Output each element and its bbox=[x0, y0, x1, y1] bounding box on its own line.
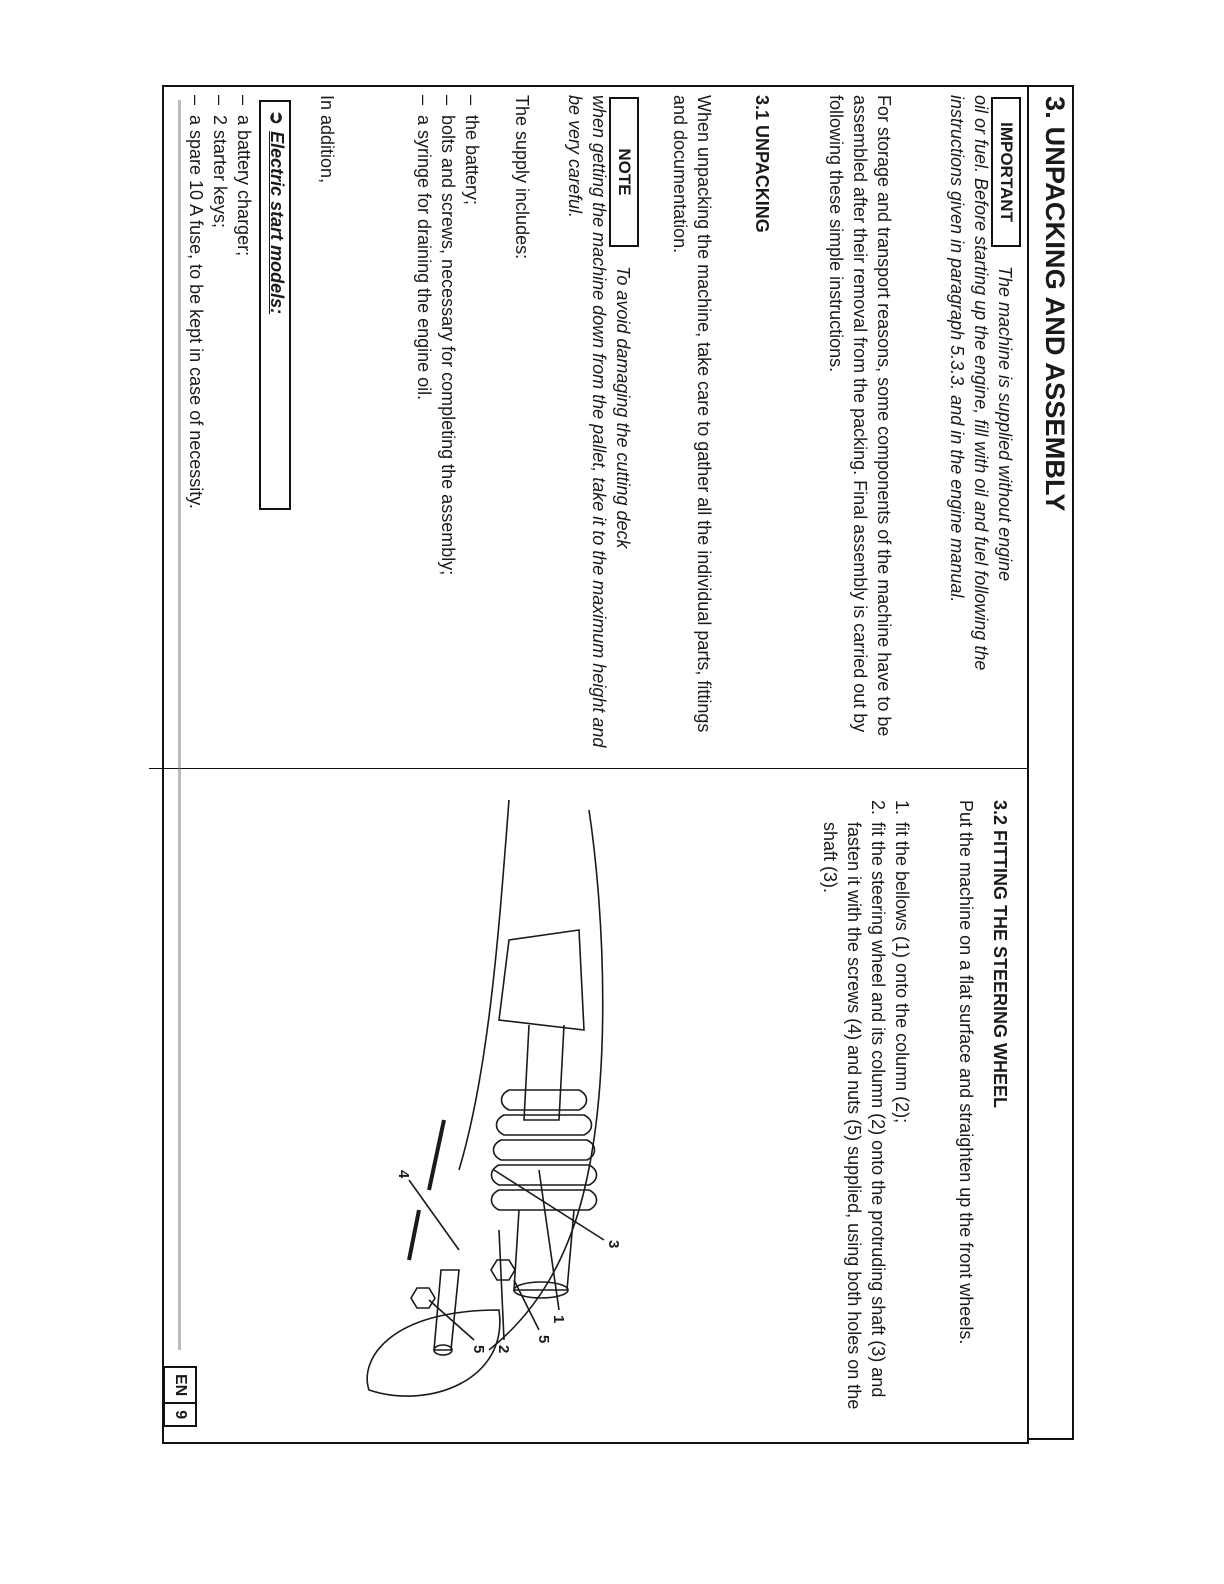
note-label: NOTE bbox=[609, 97, 639, 247]
steering-hub bbox=[499, 930, 584, 1030]
list-item: – 2 starter keys; bbox=[208, 95, 232, 755]
steering-wheel-rim-inner bbox=[459, 800, 509, 1170]
callout-5b: 5 bbox=[470, 1345, 487, 1354]
important-text-rest: oil or fuel. Before starting up the engine, fill with oil and fuel following the instructions given in paragraph 5.3.3. and in the engine manual. bbox=[947, 95, 991, 671]
list-item: – a spare 10 A fuse, to be kept in case of necessity. bbox=[184, 95, 208, 755]
steering-steps bbox=[818, 800, 914, 1420]
note-text-first: To avoid damaging the cutting deck bbox=[613, 266, 633, 549]
callout-3: 3 bbox=[605, 1240, 622, 1249]
column-upper bbox=[524, 1025, 564, 1120]
steering-assembly-figure bbox=[159, 790, 829, 1410]
column-divider bbox=[149, 768, 1029, 769]
page-number: 9 bbox=[165, 1402, 195, 1425]
steering-heading: 3.2 FITTING THE STEERING WHEEL bbox=[990, 800, 1010, 1109]
addition-text: In addition, bbox=[317, 95, 337, 184]
bellows bbox=[492, 1090, 597, 1210]
list-item: 2. fit the steering wheel and its column (2) onto the protruding shaft (3) and fasten it with the screws (4) and nuts (5) supplied, using both holes on the shaft (3). bbox=[820, 800, 888, 1410]
list-item: – bolts and screws, necessary for completing the assembly; bbox=[436, 95, 460, 755]
list-item: – the battery; bbox=[460, 95, 484, 755]
list-item: – a battery charger; bbox=[232, 95, 256, 755]
arrow-right-icon: ➲ bbox=[267, 110, 287, 126]
unpacking-text: When unpacking the machine, take care to gather all the individual parts, fittings and documentation. bbox=[670, 95, 714, 733]
nut bbox=[411, 1288, 435, 1308]
page-language: EN bbox=[172, 1374, 189, 1397]
screw bbox=[429, 1120, 444, 1190]
supply-list bbox=[412, 95, 484, 755]
important-text-first: The machine is supplied without engine bbox=[995, 266, 1015, 582]
callout-4: 4 bbox=[395, 1170, 412, 1179]
electric-label: ➲Electric start models: bbox=[267, 110, 287, 315]
steering-intro: Put the machine on a flat surface and straighten up the front wheels. bbox=[956, 800, 976, 1345]
unpacking-heading: 3.1 UNPACKING bbox=[752, 95, 772, 233]
supply-intro: The supply includes: bbox=[512, 95, 532, 260]
electric-list bbox=[184, 95, 256, 755]
note-text-rest: when getting the machine down from the pallet, take it to the maximum height and be very careful. bbox=[565, 95, 609, 748]
protruding-shaft bbox=[434, 1270, 459, 1350]
list-item: – a syringe for draining the engine oil. bbox=[412, 95, 436, 755]
leader-line bbox=[494, 1170, 604, 1240]
page-number-box bbox=[163, 1366, 197, 1427]
callout-1: 1 bbox=[550, 1315, 567, 1324]
important-label: IMPORTANT bbox=[991, 97, 1021, 247]
scan-artifact-line bbox=[178, 100, 181, 1350]
leader-line bbox=[539, 1170, 559, 1310]
callout-2: 2 bbox=[495, 1345, 512, 1354]
list-item: 1. fit the bellows (1) onto the column (2); bbox=[892, 800, 912, 1124]
screw bbox=[409, 1210, 419, 1260]
callout-5: 5 bbox=[535, 1335, 552, 1344]
section-title: 3. UNPACKING AND ASSEMBLY bbox=[1040, 96, 1070, 512]
nut bbox=[491, 1260, 515, 1280]
intro-paragraph: For storage and transport reasons, some components of the machine have to be assembled after their removal from the packing. Final assembly is carried out by following these simple instructions. bbox=[826, 95, 894, 737]
